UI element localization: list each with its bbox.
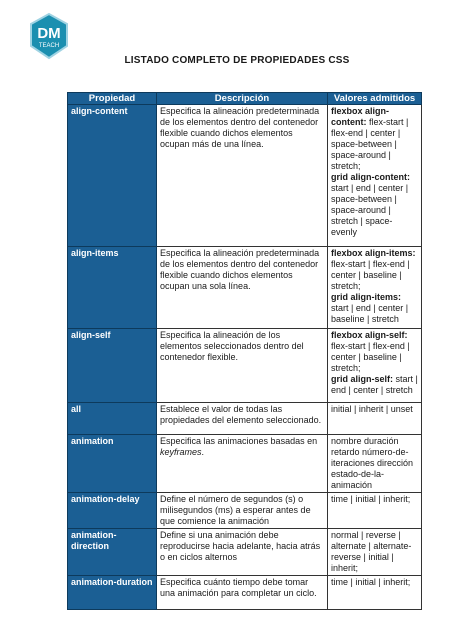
- css-properties-table: [67, 92, 422, 610]
- value-label: flexbox align-items:: [331, 248, 416, 258]
- property-name: all: [68, 403, 157, 435]
- value-text: start | end | center | baseline | stretch: [331, 303, 409, 324]
- property-values: [328, 493, 422, 529]
- property-description: Especifica cuánto tiempo debe tomar una animación para completar un ciclo.: [157, 576, 328, 610]
- description-text: Especifica las animaciones basadas en: [160, 436, 318, 446]
- table-row: [68, 247, 422, 329]
- value-text: normal | reverse | alternate | alternate-reverse | initial | inherit;: [331, 530, 412, 573]
- property-description: [157, 435, 328, 493]
- header-valores: Valores admitidos: [328, 93, 422, 105]
- header-propiedad: Propiedad: [68, 93, 157, 105]
- value-text: flex-start | flex-end | center | space-between | space-around | stretch;: [331, 117, 409, 171]
- property-name: animation-direction: [68, 529, 157, 576]
- property-description: Establece el valor de todas las propiedades del elemento seleccionado.: [157, 403, 328, 435]
- property-description: Especifica la alineación predeterminada de los elementos dentro del contenedor flexible cuando dichos elementos ocupan una sola línea.: [157, 247, 328, 329]
- value-label: flexbox align-content:: [331, 106, 390, 127]
- value-label: flexbox align-self:: [331, 330, 408, 340]
- logo-text-dm: DM: [37, 25, 61, 42]
- property-name: align-self: [68, 329, 157, 403]
- value-label: grid align-items:: [331, 292, 402, 302]
- value-text: time | initial | inherit;: [331, 577, 411, 587]
- value-text: time | initial | inherit;: [331, 494, 411, 504]
- document-title: LISTADO COMPLETO DE PROPIEDADES CSS: [124, 55, 350, 66]
- property-values: [328, 329, 422, 403]
- property-description: Define si una animación debe reproducirse hacia adelante, hacia atrás o en ciclos alternos: [157, 529, 328, 576]
- table-row: [68, 329, 422, 403]
- table-row: [68, 576, 422, 610]
- header-descripcion: Descripción: [157, 93, 328, 105]
- table-row: [68, 529, 422, 576]
- property-name: animation-delay: [68, 493, 157, 529]
- value-text: flex-start | flex-end | center | baseline | stretch;: [331, 259, 410, 291]
- property-values: [328, 403, 422, 435]
- property-name: align-content: [68, 105, 157, 247]
- value-text: initial | inherit | unset: [331, 404, 413, 414]
- property-name: animation: [68, 435, 157, 493]
- property-values: [328, 247, 422, 329]
- property-description: Define el número de segundos (s) o milisegundos (ms) a esperar antes de que comience la animación: [157, 493, 328, 529]
- value-text: flex-start | flex-end | center | baseline | stretch;: [331, 341, 410, 373]
- description-tail: .: [201, 447, 205, 457]
- value-text: start | end | center | stretch: [331, 374, 418, 395]
- property-values: [328, 576, 422, 610]
- value-label: grid align-content:: [331, 172, 410, 182]
- table-row: [68, 105, 422, 247]
- table-header-row: [68, 93, 422, 105]
- value-label: grid align-self:: [331, 374, 394, 384]
- value-text: start | end | center | space-between | space-around | stretch | space-evenly: [331, 183, 409, 237]
- table-row: [68, 403, 422, 435]
- description-emphasis: keyframes: [160, 447, 202, 457]
- value-text: nombre duración retardo número-de-iteraciones dirección estado-de-la-animación: [331, 436, 414, 490]
- property-description: Especifica la alineación predeterminada de los elementos dentro del contenedor flexible cuando dichos elementos ocupan más de una línea.: [157, 105, 328, 247]
- table-row: [68, 435, 422, 493]
- property-name: animation-duration: [68, 576, 157, 610]
- property-description: Especifica la alineación de los elementos seleccionados dentro del contenedor flexible.: [157, 329, 328, 403]
- property-values: [328, 529, 422, 576]
- dm-teach-logo: [25, 12, 73, 60]
- table-row: [68, 493, 422, 529]
- property-name: align-items: [68, 247, 157, 329]
- property-values: [328, 435, 422, 493]
- property-values: [328, 105, 422, 247]
- logo-text-teach: TEACH: [38, 43, 60, 49]
